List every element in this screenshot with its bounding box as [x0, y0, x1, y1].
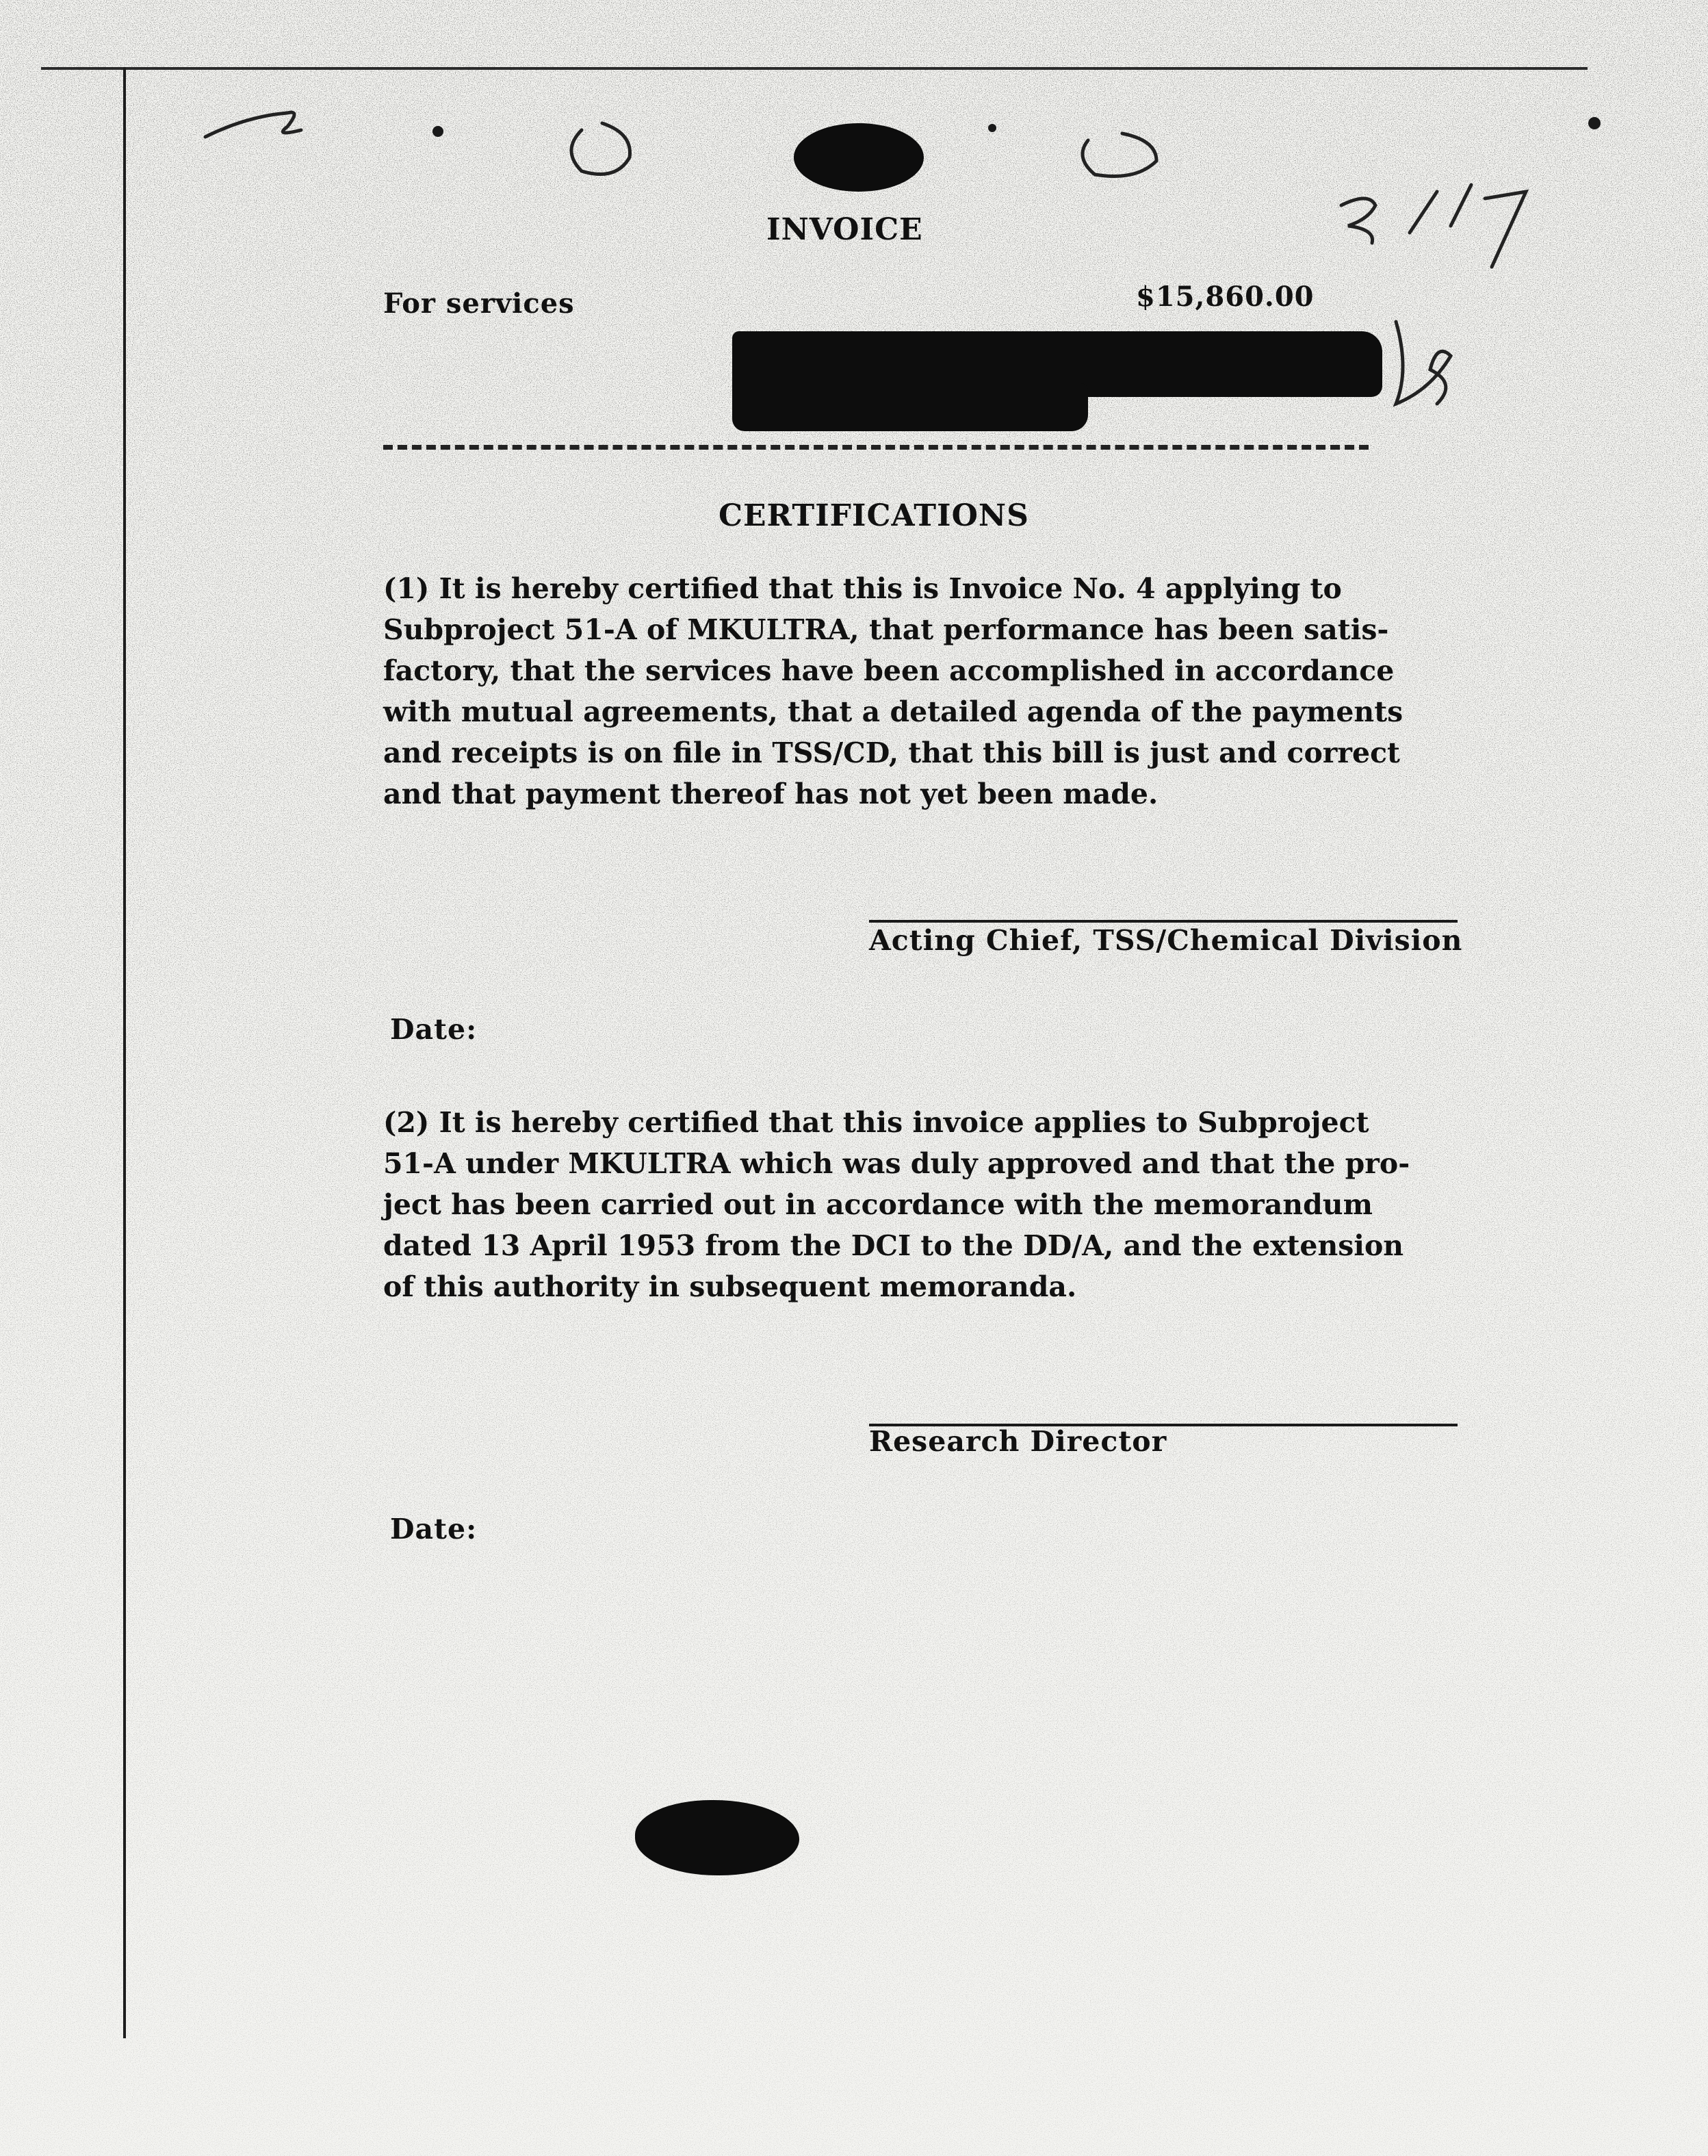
cert2-line: ject has been carried out in accordance with the memorandum	[383, 1188, 1373, 1221]
cert2-line: 51-A under MKULTRA which was duly approved and that the pro-	[383, 1147, 1410, 1180]
date-label-1: Date:	[390, 1013, 478, 1046]
cert1-line: (1) It is hereby certified that this is Invoice No. 4 applying to	[383, 572, 1342, 605]
cert1-line: with mutual agreements, that a detailed agenda of the payments	[383, 695, 1403, 728]
cert2-line: dated 13 April 1953 from the DCI to the DD/A, and the extension	[383, 1229, 1404, 1262]
cert1-line: Subproject 51-A of MKULTRA, that performance has been satis-	[383, 613, 1389, 646]
cert1-line: and that payment thereof has not yet been made.	[383, 778, 1159, 810]
cert1-line: factory, that the services have been accomplished in accordance	[383, 654, 1395, 687]
cert2-line: (2) It is hereby certified that this invoice applies to Subproject	[383, 1106, 1369, 1139]
invoice-title: INVOICE	[766, 212, 923, 247]
certification-2-text	[383, 1102, 1410, 1307]
signer-research-director: Research Director	[869, 1425, 1167, 1458]
cert2-line: of this authority in subsequent memoranda.	[383, 1270, 1077, 1303]
dashed-separator	[383, 445, 1369, 450]
invoice-amount: $15,860.00	[1136, 281, 1315, 313]
date-label-2: Date:	[390, 1513, 478, 1545]
signature-line-acting-chief	[869, 920, 1458, 923]
signer-acting-chief: Acting Chief, TSS/Chemical Division	[869, 924, 1463, 957]
certifications-heading: CERTIFICATIONS	[719, 498, 1029, 533]
certification-1-text	[383, 568, 1403, 814]
services-label: For services	[383, 287, 575, 320]
cert1-line: and receipts is on file in TSS/CD, that this bill is just and correct	[383, 736, 1400, 769]
